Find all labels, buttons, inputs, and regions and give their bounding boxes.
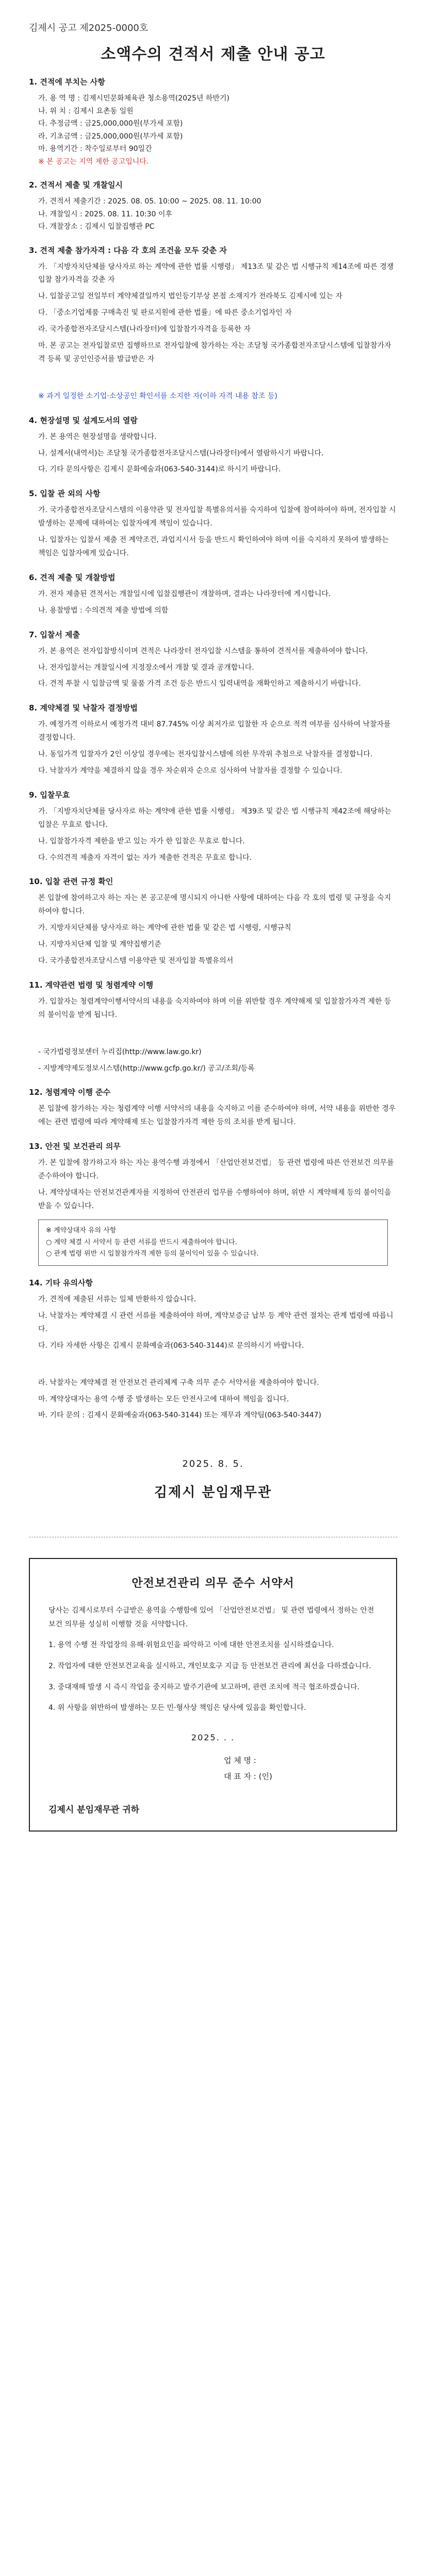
section-11-heading: 11. 계약관련 법령 및 청렴계약 이행 <box>29 980 154 990</box>
section-4-line: 가. 본 용역은 현장설명을 생략합니다. <box>38 432 157 441</box>
gcfp-link[interactable]: - 지방계약제도정보시스템(http://www.gcfp.go.kr/) 공고/조회/등록 <box>38 1064 255 1073</box>
section-1-line: 마. 용역기간 : 착수일로부터 90일간 <box>38 145 152 153</box>
section-9-heading: 9. 입찰무효 <box>29 790 70 800</box>
section-12-line: 본 입찰에 참가하는 자는 청렴계약 이행 서약서의 내용을 숙지하고 이를 준수하여야 하며, 서약 내용을 위반한 경우에는 관련 법령에 따라 계약해제 또는 입찰참가자격 제한 등의 조치를 받게 됩니다. <box>38 1105 396 1127</box>
section-8-line: 가. 예정가격 이하로서 예정가격 대비 87.745% 이상 최저가로 입찰한 자 순으로 적격 여부를 심사하여 낙찰자를 결정합니다. <box>38 720 391 742</box>
section-1-heading: 1. 견적에 부치는 사항 <box>29 77 105 87</box>
section-1-line: 가. 용 역 명 : 김제시민문화체육관 청소용역(2025년 하반기) <box>38 94 230 103</box>
section-1-line: 나. 위 치 : 김제시 요촌동 일원 <box>38 107 134 115</box>
section-8-heading: 8. 계약체결 및 낙찰자 결정방법 <box>29 703 138 713</box>
section-8-line: 나. 동일가격 입찰자가 2인 이상일 경우에는 전자입찰시스템에 의한 무작위 추첨으로 낙찰자를 결정합니다. <box>38 750 373 759</box>
section-13-line: 가. 본 입찰에 참가하고자 하는 자는 용역수행 과정에서 「산업안전보건법」 등 관련 법령에 따른 안전보건 의무를 준수하여야 합니다. <box>38 1159 394 1181</box>
section-9-line: 나. 입찰참가자격 제한을 받고 있는 자가 한 입찰은 무효로 합니다. <box>38 837 245 845</box>
section-2-line: 가. 견적서 제출기간 : 2025. 08. 05. 10:00 ~ 2025. 08. 11. 10:00 <box>38 197 261 206</box>
section-14-line: 바. 기타 문의 : 김제시 문화예술과(063-540-3144) 또는 재무과 계약팀(063-540-3447) <box>38 1411 321 1420</box>
section-14-line: 마. 계약상대자는 용역 수행 중 발생하는 모든 안전사고에 대하여 책임을 집니다. <box>38 1395 289 1403</box>
form-para: 4. 위 사항을 위반하여 발생하는 모든 민·형사상 책임은 당사에 있음을 확인합니다. <box>48 1704 306 1713</box>
section-14-line: 나. 낙찰자는 계약체결 시 관련 서류를 제출하여야 하며, 계약보증금 납부 등 계약 관련 절차는 관계 법령에 따릅니다. <box>38 1311 394 1333</box>
section-10-line: 다. 국가종합전자조달시스템 이용약관 및 전자입찰 특별유의서 <box>38 957 234 965</box>
section-7-line: 다. 견적 투찰 시 입찰금액 및 물품 가격 조건 등은 반드시 입력내역을 재확인하고 제출하시기 바랍니다. <box>38 680 361 688</box>
section-14-heading: 14. 기타 유의사항 <box>29 1278 93 1288</box>
form-recipient: 김제시 분임재무관 귀하 <box>48 1804 140 1815</box>
form-para: 2. 작업자에 대한 안전보건교육을 실시하고, 개인보호구 지급 등 안전보건 관리에 최선을 다하겠습니다. <box>48 1662 371 1671</box>
section-3-line: 다. 「중소기업제품 구매촉진 및 판로지원에 관한 법률」에 따른 중소기업자인 자 <box>38 309 292 317</box>
section-9-line: 다. 수의견적 제출자 자격이 없는 자가 제출한 견적은 무효로 합니다. <box>38 853 252 862</box>
notice-number: 김제시 공고 제2025-0000호 <box>29 23 149 33</box>
section-7-line: 가. 본 용역은 전자입찰방식이며 견적은 나라장터 전자입찰 시스템을 통하여 견적서를 제출하여야 합니다. <box>38 647 368 655</box>
section-1-line: 다. 추정금액 : 금25,000,000원(부가세 포함) <box>38 120 183 128</box>
section-14-line: 가. 견적에 제출된 서류는 일체 반환하지 않습니다. <box>38 1295 196 1304</box>
section-3-line: 라. 국가종합전자조달시스템(나라장터)에 입찰참가자격을 등록한 자 <box>38 325 251 334</box>
section-7-heading: 7. 입찰서 제출 <box>29 630 80 639</box>
form-para: 당사는 김제시로부터 수급받은 용역을 수행함에 있어 「산업안전보건법」 및 관련 법령에서 정하는 안전보건 의무를 성실히 이행할 것을 서약합니다. <box>48 1606 374 1629</box>
section-5-line: 나. 입찰자는 입찰서 제출 전 계약조건, 과업지시서 등을 반드시 확인하여야 하며 이를 숙지하지 못하여 발생하는 책임은 입찰자에게 있습니다. <box>38 536 389 557</box>
section-1-line: 라. 기초금액 : 금25,000,000원(부가세 포함) <box>38 132 183 141</box>
section-14-line: 다. 기타 자세한 사항은 김제시 문화예술과(063-540-3144)로 문의하시기 바랍니다. <box>38 1341 304 1350</box>
section-3-line: 마. 본 공고는 전자입찰로만 집행하므로 전자입찰에 참가하는 자는 조달청 국가종합전자조달시스템에 입찰참가자격 등록 및 공인인증서를 발급받은 자 <box>38 341 391 363</box>
section-6-heading: 6. 견적 제출 및 개찰방법 <box>29 572 116 582</box>
section-10-heading: 10. 입찰 관련 규정 확인 <box>29 877 113 887</box>
section-3-heading: 3. 견적 제출 참가자격 : 다음 각 호의 조건을 모두 갖춘 자 <box>29 245 227 255</box>
section-4-line: 나. 설계서(내역서)는 조달청 국가종합전자조달시스템(나라장터)에서 열람하시기 바랍니다. <box>38 449 324 457</box>
section-1-note: ※ 본 공고는 지역 제한 공고입니다. <box>38 157 149 166</box>
form-field-company: 업 체 명 : <box>224 1755 256 1765</box>
section-9-line: 가. 「지방자치단체를 당사자로 하는 계약에 관한 법률 시행령」 제39조 및 같은 법 시행규칙 제42조에 해당하는 입찰은 무효로 합니다. <box>38 807 391 829</box>
section-5-line: 가. 국가종합전자조달시스템의 이용약관 및 전자입찰 특별유의서를 숙지하여 입찰에 참여하여야 하며, 전자입찰 시 발생하는 문제에 대하여는 입찰자에게 책임이 있습니다. <box>38 506 396 528</box>
section-2-line: 나. 개찰일시 : 2025. 08. 11. 10:30 이후 <box>38 210 172 218</box>
section-10-line: 나. 지방자치단체 입찰 및 계약집행기준 <box>38 940 161 949</box>
pledge-form <box>29 1558 397 1832</box>
section-6-line: 가. 전자 제출된 견적서는 개찰일시에 입찰집행관이 개찰하며, 결과는 나라장터에 게시합니다. <box>38 589 331 598</box>
notice-box <box>38 1219 388 1266</box>
section-4-heading: 4. 현장설명 및 설계도서의 열람 <box>29 415 138 425</box>
section-11-line: 가. 입찰자는 청렴계약이행서약서의 내용을 숙지하여야 하며 이를 위반할 경우 계약해제 및 입찰참가자격 제한 등의 불이익을 받게 됩니다. <box>38 997 391 1019</box>
section-4-line: 다. 기타 문의사항은 김제시 문화예술과(063-540-3144)로 하시기 바랍니다. <box>38 465 281 474</box>
form-para: 3. 중대재해 발생 시 즉시 작업을 중지하고 발주기관에 보고하며, 관련 조치에 적극 협조하겠습니다. <box>48 1683 360 1691</box>
section-3-note: ※ 과거 일정한 소기업·소상공인 확인서를 소지한 자(이하 자격 내용 참조 등) <box>38 392 277 400</box>
signature-org: 김제시 분임재무관 <box>154 1485 272 1501</box>
section-14-line: 라. 낙찰자는 계약체결 전 안전보건 관리체계 구축 의무 준수 서약서를 제출하여야 합니다. <box>38 1378 319 1387</box>
section-3-line: 가. 「지방자치단체를 당사자로 하는 계약에 관한 법률 시행령」 제13조 및 같은 법 시행규칙 제14조에 따른 경쟁입찰 참가자격을 갖춘 자 <box>38 262 394 284</box>
box-line: ※ 계약상대자 유의 사항 <box>46 1226 117 1234</box>
box-line: ○ 계약 체결 시 서약서 등 관련 서류를 반드시 제출하여야 합니다. <box>46 1238 237 1246</box>
section-10-line: 가. 지방자치단체를 당사자로 하는 계약에 관한 법률 및 같은 법 시행령, 시행규칙 <box>38 924 291 933</box>
section-12-heading: 12. 청렴계약 이행 준수 <box>29 1088 111 1097</box>
section-13-line: 나. 계약상대자는 안전보건관계자를 지정하여 안전관리 업무를 수행하여야 하며, 위반 시 계약해제 등의 불이익을 받을 수 있습니다. <box>38 1189 391 1210</box>
form-date: 2025. . . <box>191 1732 235 1742</box>
law-link[interactable]: - 국가법령정보센터 누리집(http://www.law.go.kr) <box>38 1047 202 1056</box>
section-6-line: 나. 용찰방법 : 수의견적 제출 방법에 의함 <box>38 606 169 615</box>
form-title: 안전보건관리 의무 준수 서약서 <box>132 1577 294 1590</box>
section-7-line: 나. 전자입찰서는 개찰일시에 지정장소에서 개찰 및 결과 공개합니다. <box>38 663 254 672</box>
section-13-heading: 13. 안전 및 보건관리 의무 <box>29 1142 121 1151</box>
section-10-line: 본 입찰에 참여하고자 하는 자는 본 공고문에 명시되지 아니한 사항에 대하여는 다음 각 호의 법령 및 규정을 숙지하여야 합니다. <box>38 894 391 916</box>
section-2-heading: 2. 견적서 제출 및 개찰일시 <box>29 180 123 190</box>
form-field-ceo: 대 표 자 : (인) <box>224 1771 272 1781</box>
form-para: 1. 용역 수행 전 작업장의 유해·위험요인을 파악하고 이에 대한 안전조치를 실시하겠습니다. <box>48 1641 334 1650</box>
signature-date: 2025. 8. 5. <box>182 1459 244 1470</box>
section-3-line: 나. 입찰공고일 전일부터 계약체결일까지 법인등기부상 본점 소재지가 전라북도 김제시에 있는 자 <box>38 292 342 301</box>
section-8-line: 다. 낙찰자가 계약을 체결하지 않을 경우 차순위자 순으로 심사하여 낙찰자를 결정할 수 있습니다. <box>38 766 342 775</box>
box-line: ○ 관계 법령 위반 시 입찰참가자격 제한 등의 불이익이 있을 수 있습니다. <box>46 1250 259 1258</box>
section-2-line: 다. 개찰장소 : 김제시 입찰집행관 PC <box>38 223 155 231</box>
page-title: 소액수의 견적서 제출 안내 공고 <box>101 45 325 63</box>
section-5-heading: 5. 입찰 관 외의 사항 <box>29 489 101 499</box>
